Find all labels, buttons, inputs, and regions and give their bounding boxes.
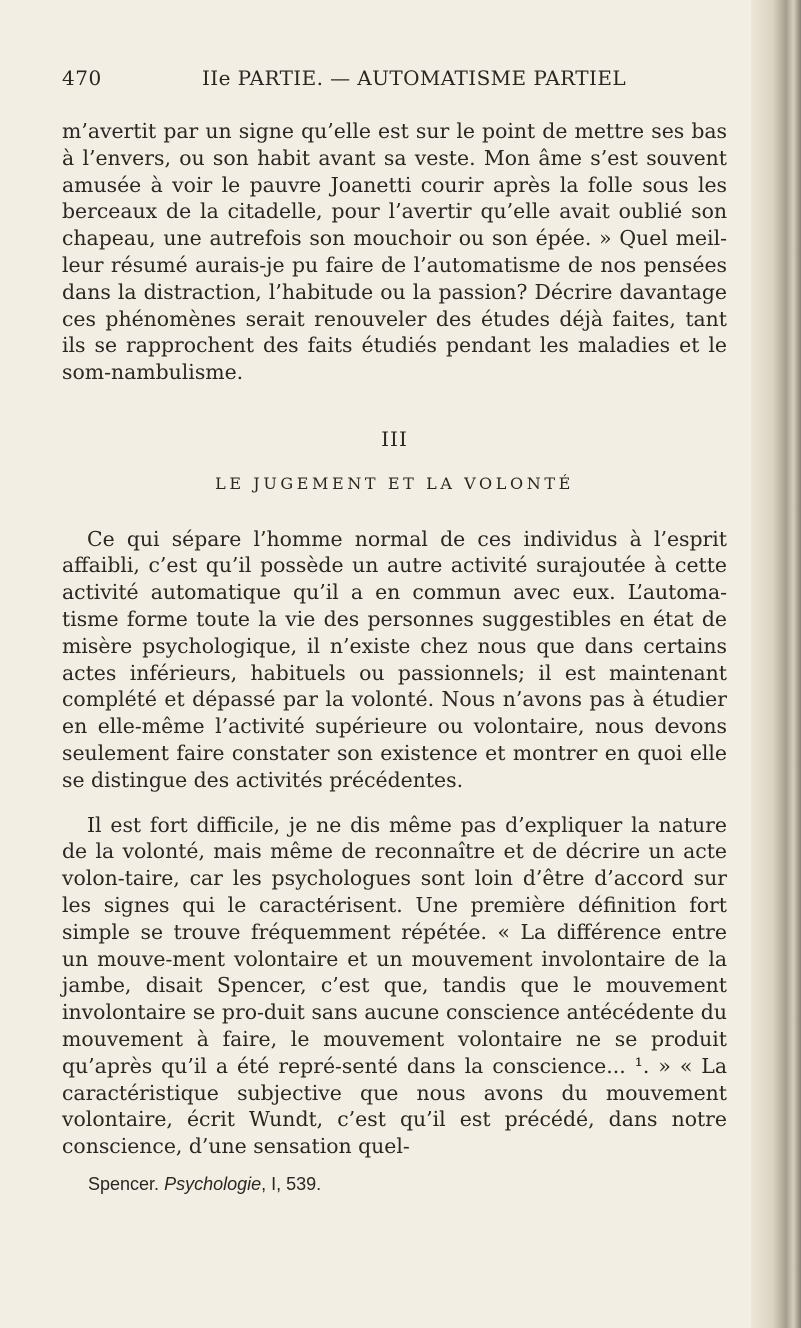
footnote [88,1174,718,1195]
paragraph-continuation: m’avertit par un signe qu’elle est sur le point de mettre ses bas à l’envers, ou son habit avant sa veste. Mon âme s’est souvent amusée à voir le pauvre Joanetti courir après la folle sous les berceaux de la citadelle, pour l’avertir qu’elle avait oublié son chapeau, une autrefois son mouchoir ou son épée. » Quel meil-leur résumé aurais-je pu faire de l’automatisme de nos pensées dans la distraction, l’habitude ou la passion? Décrire davantage ces phénomènes serait renouveler des études déjà faites, tant ils se rapprochent des faits étudiés pendant les maladies et le som-nambulisme. [62,119,727,385]
footnote-reference: , I, 539. [261,1174,322,1194]
section-title: LE JUGEMENT ET LA VOLONTÉ [215,473,574,493]
page-edge-shadow [751,0,801,1328]
running-head: IIe PARTIE. — AUTOMATISME PARTIEL [202,66,627,90]
paragraph-spacer [62,794,727,812]
section-number: III [381,426,408,451]
footnote-title: Psychologie [164,1174,262,1194]
paragraph: Ce qui sépare l’homme normal de ces individus à l’esprit affaibli, c’est qu’il possède un autre activité surajoutée à cette activité automatique qu’il a en commun avec eux. L’automa-tisme forme toute la vie des personnes suggestibles en état de misère psychologique, il n’existe chez nous que dans certains actes inférieurs, habituels ou passionnels; il est maintenant complété et dépassé par la volonté. Nous n’avons pas à étudier en elle-même l’activité supérieure ou volontaire, nous devons seulement faire constater son existence et montrer en quoi elle se distingue des activités précédentes. [62,526,727,792]
page-number: 470 [62,66,102,90]
page-header [62,66,727,96]
page-content [62,118,727,1160]
paragraph: Il est fort difficile, je ne dis même pas d’expliquer la nature de la volonté, mais même de reconnaître et de décrire un acte volon-taire, car les psychologues sont loin d’être d’accord sur les signes qui le caractérisent. Une première définition fort simple se trouve fréquemment répétée. « La différence entre un mouve-ment volontaire et un mouvement involontaire de la jambe, disait Spencer, c’est que, tandis que le mouvement involontaire se pro-duit sans aucune conscience antécédente du mouvement à faire, le mouvement volontaire ne se produit qu’après qu’il a été repré-senté dans la conscience... ¹. » « La caractéristique subjective que nous avons du mouvement volontaire, écrit Wundt, c’est qu’il est précédé, dans notre conscience, d’une sensation quel- [62,812,727,1159]
footnote-author: Spencer. [88,1174,160,1194]
